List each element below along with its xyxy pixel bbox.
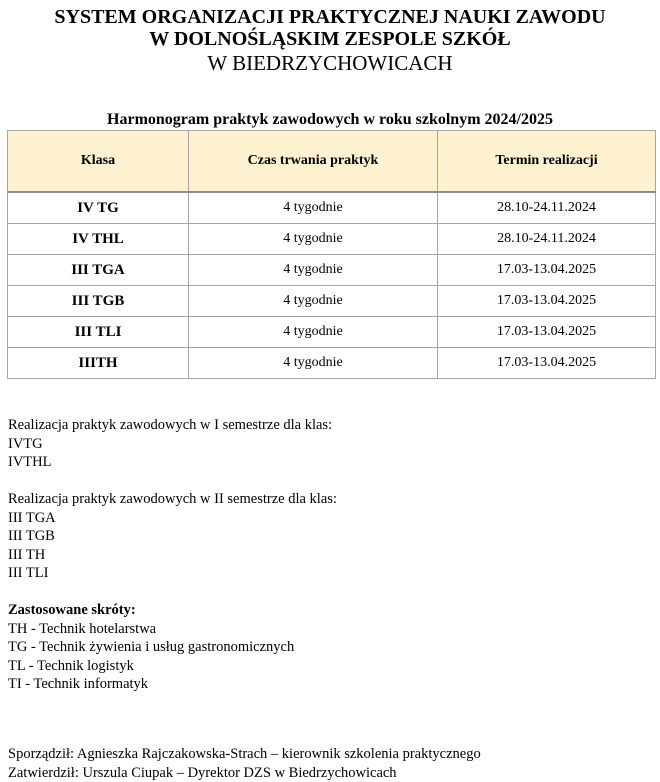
schedule-table (7, 130, 656, 379)
cell-klasa: III TGB (8, 286, 189, 317)
cell-klasa: III TLI (8, 317, 189, 348)
cell-termin: 28.10-24.11.2024 (438, 224, 656, 255)
column-header-termin: Termin realizacji (438, 131, 656, 193)
table-row (8, 348, 656, 379)
semester-2-class: III TGA (8, 509, 56, 526)
cell-termin: 17.03-13.04.2025 (438, 317, 656, 348)
cell-termin: 17.03-13.04.2025 (438, 255, 656, 286)
cell-termin: 28.10-24.11.2024 (438, 192, 656, 224)
semester-1-class: IVTHL (8, 454, 52, 470)
cell-czas: 4 tygodnie (189, 255, 438, 286)
schedule-title: Harmonogram praktyk zawodowych w roku szkolnym 2024/2025 (107, 111, 553, 128)
cell-klasa: IIITH (8, 348, 189, 379)
cell-czas: 4 tygodnie (189, 224, 438, 255)
table-row (8, 286, 656, 317)
abbreviation-item: TG - Technik żywienia i usług gastronomicznych (8, 639, 295, 655)
semester-1-heading: Realizacja praktyk zawodowych w I semestrze dla klas: (8, 417, 333, 433)
abbreviations-section (8, 601, 294, 694)
semester-2-class: III TH (8, 546, 46, 563)
header-line-2: W DOLNOŚLĄSKIM ZESPOLE SZKÓŁ (149, 28, 511, 50)
table-header-row (8, 131, 656, 193)
cell-czas: 4 tygodnie (189, 192, 438, 224)
table-row (8, 192, 656, 224)
column-header-czas: Czas trwania praktyk (189, 131, 438, 193)
semester-2-class: III TGB (8, 528, 55, 544)
approved-by: Zatwierdził: Urszula Ciupak – Dyrektor DZS w Biedrzychowicach (8, 764, 397, 781)
document-header (0, 6, 660, 76)
table-row (8, 255, 656, 286)
cell-czas: 4 tygodnie (189, 286, 438, 317)
column-header-klasa: Klasa (8, 131, 189, 193)
table-row (8, 317, 656, 348)
semester-1-class: IVTG (8, 435, 43, 452)
cell-termin: 17.03-13.04.2025 (438, 286, 656, 317)
abbreviation-item: TI - Technik informatyk (8, 676, 149, 692)
cell-klasa: IV TG (8, 192, 189, 224)
cell-czas: 4 tygodnie (189, 317, 438, 348)
cell-termin: 17.03-13.04.2025 (438, 348, 656, 379)
cell-czas: 4 tygodnie (189, 348, 438, 379)
footer-section (8, 745, 481, 782)
semester-2-class: III TLI (8, 565, 49, 581)
abbreviation-item: TL - Technik logistyk (8, 657, 134, 674)
semester-2-section (8, 490, 337, 583)
abbreviation-item: TH - Technik hotelarstwa (8, 620, 157, 637)
semester-2-heading: Realizacja praktyk zawodowych w II semestrze dla klas: (8, 491, 337, 507)
abbreviations-heading: Zastosowane skróty: (8, 602, 136, 618)
table-row (8, 224, 656, 255)
semester-1-section (8, 416, 332, 472)
header-line-1: SYSTEM ORGANIZACJI PRAKTYCZNEJ NAUKI ZAWODU (54, 6, 606, 28)
cell-klasa: IV THL (8, 224, 189, 255)
header-line-3: W BIEDRZYCHOWICACH (207, 51, 453, 75)
cell-klasa: III TGA (8, 255, 189, 286)
prepared-by: Sporządził: Agnieszka Rajczakowska-Strach – kierownik szkolenia praktycznego (8, 746, 481, 762)
